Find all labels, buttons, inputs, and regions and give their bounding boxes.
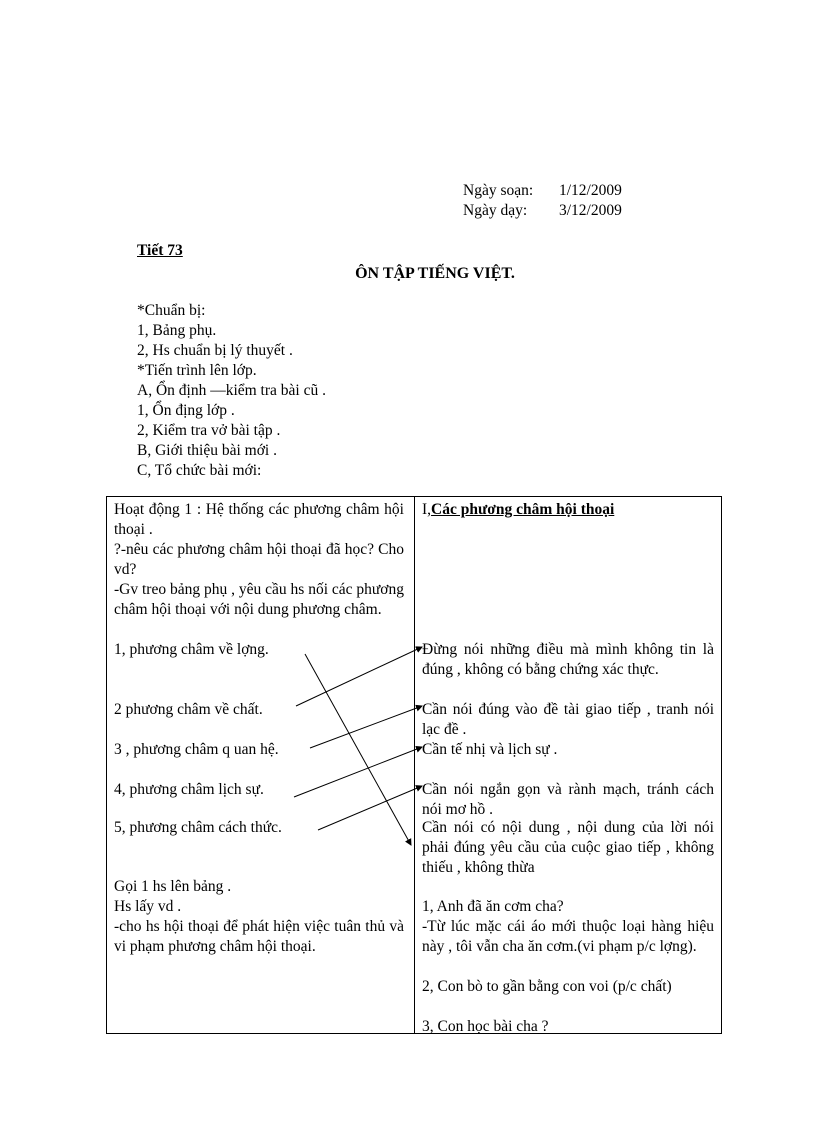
lesson-number: Tiết 73 xyxy=(137,242,183,259)
prep-line: A, Ổn định —kiểm tra bài cũ . xyxy=(137,382,326,399)
activity-intro: Hoạt động 1 : Hệ thống các phương châm hội thoại . xyxy=(114,501,404,538)
prep-line: 1, Bảng phụ. xyxy=(137,322,217,339)
date-prepared-label: Ngày soạn: xyxy=(463,182,534,199)
date-taught-label: Ngày dạy: xyxy=(463,202,528,219)
prep-line: *Chuẩn bị: xyxy=(137,302,206,319)
arrow-manner xyxy=(318,786,422,830)
prep-line: *Tiến trình lên lớp. xyxy=(137,362,257,379)
definition-manner: Cần nói ngắn gọn và rành mạch, tránh cách nói mơ hồ . xyxy=(422,781,714,818)
definition-relation: Cần nói đúng vào đề tài giao tiếp , tranh nói lạc đề . xyxy=(422,701,714,738)
definition-quality: Đừng nói những điều mà mình không tin là đúng , không có bằng chứng xác thực. xyxy=(422,641,714,678)
date-taught: 3/12/2009 xyxy=(559,202,622,219)
prep-line: C, Tổ chức bài mới: xyxy=(137,462,262,479)
maxim-quality: 2 phương châm về chất. xyxy=(114,701,263,718)
heading-prefix: I, xyxy=(422,501,432,518)
student-example: Hs lấy vd . xyxy=(114,898,182,915)
question-text: ?-nêu các phương châm hội thoại đã học? Cho vd? xyxy=(114,541,404,578)
prep-line: B, Giới thiệu bài mới . xyxy=(137,442,277,459)
example-1-detail: -Từ lúc mặc cái áo mới thuộc loại hàng hiệu này , tôi vẫn cha ăn cơm.(vi phạm p/c lợng). xyxy=(422,918,714,955)
example-1: 1, Anh đã ăn cơm cha? xyxy=(422,898,564,915)
arrow-politeness xyxy=(294,747,422,797)
date-prepared: 1/12/2009 xyxy=(559,182,622,199)
heading-text: Các phương châm hội thoại xyxy=(431,501,615,518)
maxim-manner: 5, phương châm cách thức. xyxy=(114,819,282,836)
definition-politeness: Cần tế nhị và lịch sự . xyxy=(422,741,558,758)
definition-quantity: Cần nói có nội dung , nội dung của lời nói phải đúng yêu cầu của cuộc giao tiếp , không thiếu , không thừa xyxy=(422,819,714,876)
example-2: 2, Con bò to gần bằng con voi (p/c chất) xyxy=(422,978,672,995)
arrow-quantity xyxy=(305,654,411,845)
call-student: Gọi 1 hs lên bảng . xyxy=(114,878,232,895)
dialogue-task: -cho hs hội thoại để phát hiện việc tuân thủ và vi phạm phương châm hội thoại. xyxy=(114,918,404,955)
task-text: -Gv treo bảng phụ , yêu cầu hs nối các phương châm hội thoại với nội dung phương châm. xyxy=(114,581,404,618)
arrow-relation xyxy=(310,706,422,748)
prep-line: 1, Ổn địng lớp . xyxy=(137,402,235,419)
maxim-relation: 3 , phương châm q uan hệ. xyxy=(114,741,279,758)
page-title: ÔN TẬP TIẾNG VIỆT. xyxy=(355,265,515,282)
example-3: 3, Con học bài cha ? xyxy=(422,1018,549,1035)
maxim-politeness: 4, phương châm lịch sự. xyxy=(114,781,264,798)
prep-line: 2, Kiểm tra vở bài tập . xyxy=(137,422,281,439)
prep-line: 2, Hs chuẩn bị lý thuyết . xyxy=(137,342,293,359)
maxim-quantity: 1, phương châm về lợng. xyxy=(114,641,269,658)
arrow-quality xyxy=(296,647,422,706)
